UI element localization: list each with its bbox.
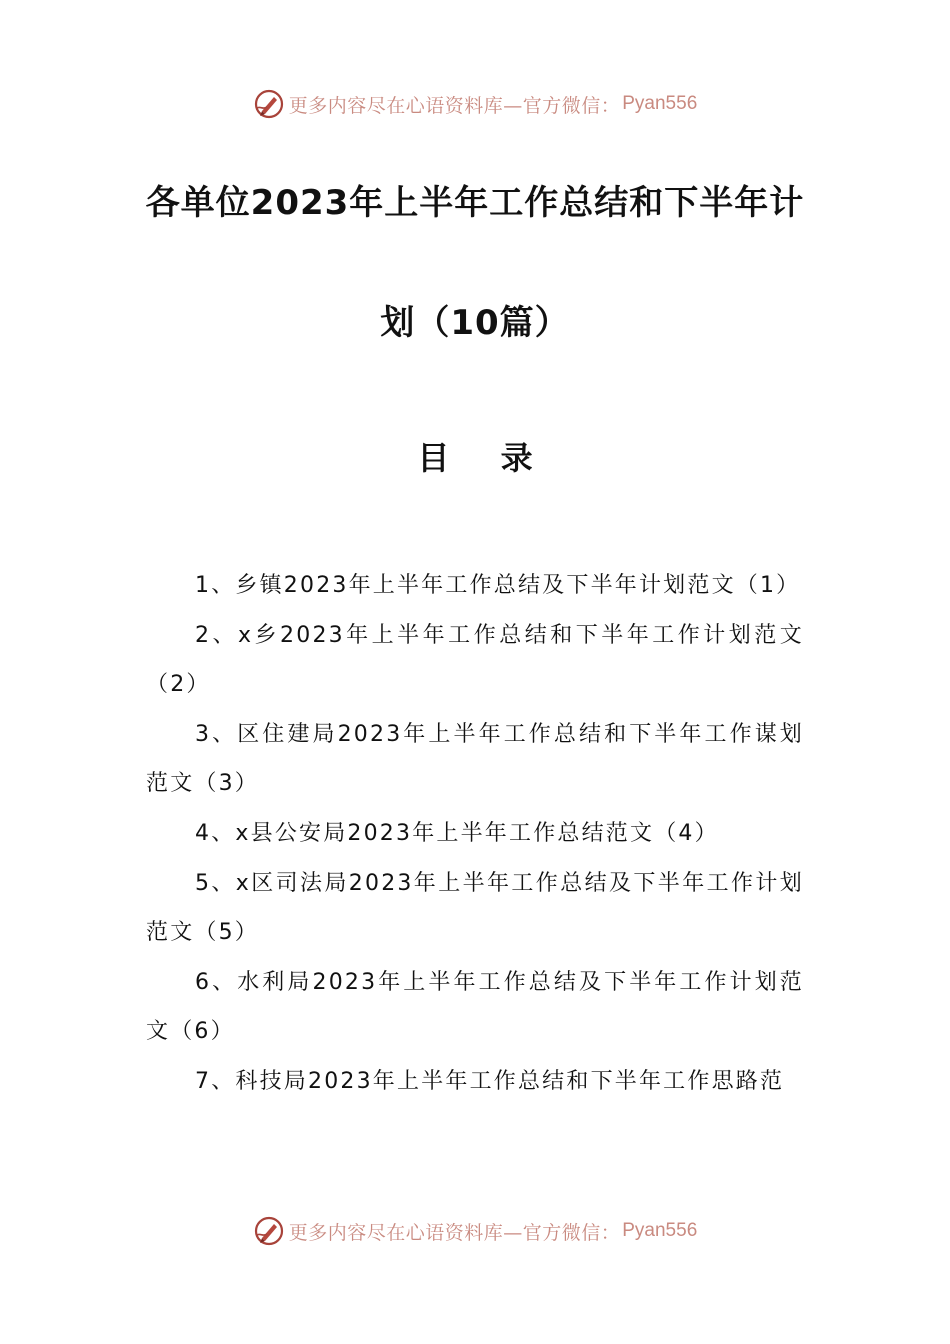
toc-item: 5、x区司法局2023年上半年工作总结及下半年工作计划范文（5） xyxy=(146,870,804,946)
pen-logo-icon xyxy=(253,88,285,120)
toc-item: 3、区住建局2023年上半年工作总结和下半年工作谋划范文（3） xyxy=(146,721,804,797)
watermark-text: 更多内容尽在心语资料库—官方微信： xyxy=(288,1221,621,1244)
toc-item: 6、水利局2023年上半年工作总结及下半年工作计划范文（6） xyxy=(146,969,804,1045)
toc-item: 4、x县公安局2023年上半年工作总结范文（4） xyxy=(195,820,719,846)
document-title-line1: 各单位2023年上半年工作总结和下半年计 xyxy=(145,183,805,223)
pen-logo-icon xyxy=(253,1215,285,1247)
document-title-line2: 划（10篇） xyxy=(380,303,570,343)
watermark-wechat-id: Pyan556 xyxy=(622,93,698,114)
watermark-header xyxy=(0,84,950,124)
toc-item: 2、x乡2023年上半年工作总结和下半年工作计划范文（2） xyxy=(146,622,804,698)
table-of-contents xyxy=(146,561,804,1107)
watermark-footer xyxy=(0,1211,950,1251)
toc-heading: 目 录 xyxy=(417,439,553,477)
toc-item: 7、科技局2023年上半年工作总结和下半年工作思路范 xyxy=(195,1068,785,1094)
toc-item: 1、乡镇2023年上半年工作总结及下半年计划范文（1） xyxy=(195,573,801,598)
watermark-text: 更多内容尽在心语资料库—官方微信： xyxy=(288,94,621,117)
watermark-wechat-id: Pyan556 xyxy=(622,1220,698,1241)
